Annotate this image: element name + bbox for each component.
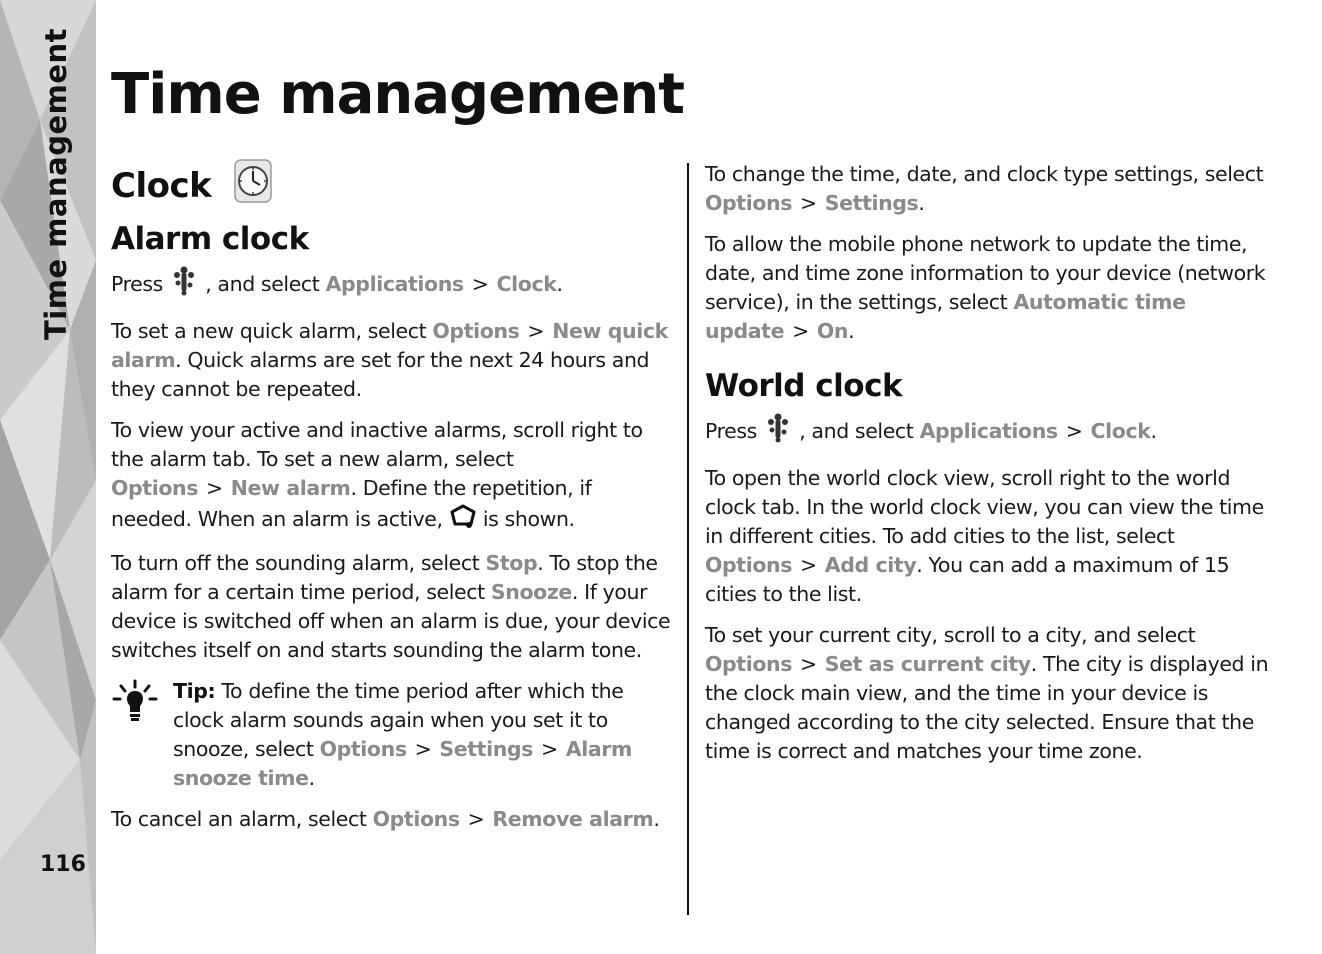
sidebar [0, 0, 96, 954]
text: . [848, 319, 855, 343]
menu-item-snooze: Snooze [490, 580, 572, 604]
menu-item-new-quick-alarm: New quick alarm [111, 319, 668, 372]
separator: > [800, 553, 817, 577]
text: . [556, 272, 563, 296]
text: . You can add a maximum of 15 cities to the list. [705, 553, 1230, 606]
paragraph [705, 464, 1270, 609]
sidebar-title: Time management [39, 27, 73, 340]
menu-item-stop: Stop [485, 551, 538, 575]
text: . If your device is switched off when an alarm is due, your device switches itself on and starts sounding the alarm tone. [111, 580, 671, 662]
tip-box [111, 677, 673, 793]
paragraph [111, 805, 673, 834]
paragraph [111, 416, 673, 537]
subsection-title-world-clock: World clock [705, 368, 903, 404]
right-column [705, 160, 1270, 778]
text: . Quick alarms are set for the next 24 hours and they cannot be repeated. [111, 348, 650, 401]
menu-item-add-city: Add city [824, 553, 917, 577]
text: , and select [799, 419, 914, 443]
menu-item-settings: Settings [439, 737, 533, 761]
menu-item-options: Options [319, 737, 407, 761]
text: To define the time period after which the clock alarm sounds again when you set it to snooze, select [173, 679, 624, 761]
menu-key-icon [169, 265, 199, 305]
text: To open the world clock view, scroll right to the world clock tab. In the world clock view, you can view the time in different cities. To add cities to the list, select [705, 466, 1264, 548]
page-title: Time management [111, 62, 685, 127]
separator: > [471, 272, 489, 296]
text: . [308, 766, 315, 790]
menu-item-automatic-time-update: Automatic time update [705, 290, 1186, 343]
text: To set a new quick alarm, select [111, 319, 427, 343]
menu-item-applications: Applications [919, 419, 1058, 443]
separator: > [1065, 419, 1083, 443]
text: To view your active and inactive alarms, scroll right to the alarm tab. To set a new alarm, select [111, 418, 643, 471]
column-divider [687, 163, 689, 915]
page-number: 116 [40, 852, 86, 877]
text: is shown. [482, 507, 575, 531]
separator: > [792, 319, 809, 343]
menu-key-icon [763, 412, 793, 452]
menu-item-settings: Settings [824, 191, 919, 215]
left-column [111, 158, 673, 846]
separator: > [467, 807, 485, 831]
separator: > [414, 737, 432, 761]
tip-label: Tip: [173, 679, 216, 703]
text: . To stop the alarm for a certain time period, select [111, 551, 658, 604]
section-heading-clock [111, 158, 673, 213]
text: Press [111, 272, 163, 296]
menu-item-alarm-snooze-time: Alarm snooze time [173, 737, 632, 790]
paragraph [111, 549, 673, 665]
section-title: Clock [111, 165, 212, 206]
paragraph [111, 265, 673, 305]
menu-item-options: Options [111, 476, 199, 500]
separator: > [527, 319, 545, 343]
text: To change the time, date, and clock type settings, select [705, 162, 1264, 186]
paragraph [111, 317, 673, 404]
text: To cancel an alarm, select [111, 807, 367, 831]
paragraph [705, 160, 1270, 218]
text: . [918, 191, 925, 215]
menu-item-options: Options [705, 191, 793, 215]
menu-item-clock: Clock [1090, 419, 1151, 443]
text: . [653, 807, 660, 831]
paragraph [705, 621, 1270, 766]
alarm-indicator-icon [449, 503, 477, 537]
paragraph [705, 230, 1270, 346]
menu-item-options: Options [432, 319, 520, 343]
menu-item-set-as-current-city: Set as current city [824, 652, 1031, 676]
text: To allow the mobile phone network to update the time, date, and time zone information to your device (network service), in the settings, select [705, 232, 1266, 314]
separator: > [206, 476, 223, 500]
tip-lightbulb-icon [111, 679, 161, 727]
text: To set your current city, scroll to a city, and select [705, 623, 1196, 647]
text: . The city is displayed in the clock main view, and the time in your device is changed according to the city selected. Ensure that the time is correct and matches your time zone. [705, 652, 1269, 763]
text: To turn off the sounding alarm, select [111, 551, 480, 575]
text: . [1150, 419, 1157, 443]
paragraph [705, 412, 1270, 452]
menu-item-remove-alarm: Remove alarm [492, 807, 654, 831]
menu-item-options: Options [705, 652, 793, 676]
separator: > [800, 191, 817, 215]
menu-item-new-alarm: New alarm [230, 476, 351, 500]
menu-item-options: Options [705, 553, 793, 577]
text: . Define the repetition, if needed. When an alarm is active, [111, 476, 592, 531]
menu-item-options: Options [372, 807, 460, 831]
separator: > [800, 652, 817, 676]
menu-item-on: On [816, 319, 849, 343]
text: Press [705, 419, 757, 443]
menu-item-clock: Clock [496, 272, 557, 296]
clock-icon [233, 158, 273, 213]
subsection-title-alarm-clock: Alarm clock [111, 221, 309, 257]
menu-item-applications: Applications [325, 272, 464, 296]
separator: > [540, 737, 558, 761]
text: , and select [205, 272, 320, 296]
tip-text [161, 677, 673, 793]
